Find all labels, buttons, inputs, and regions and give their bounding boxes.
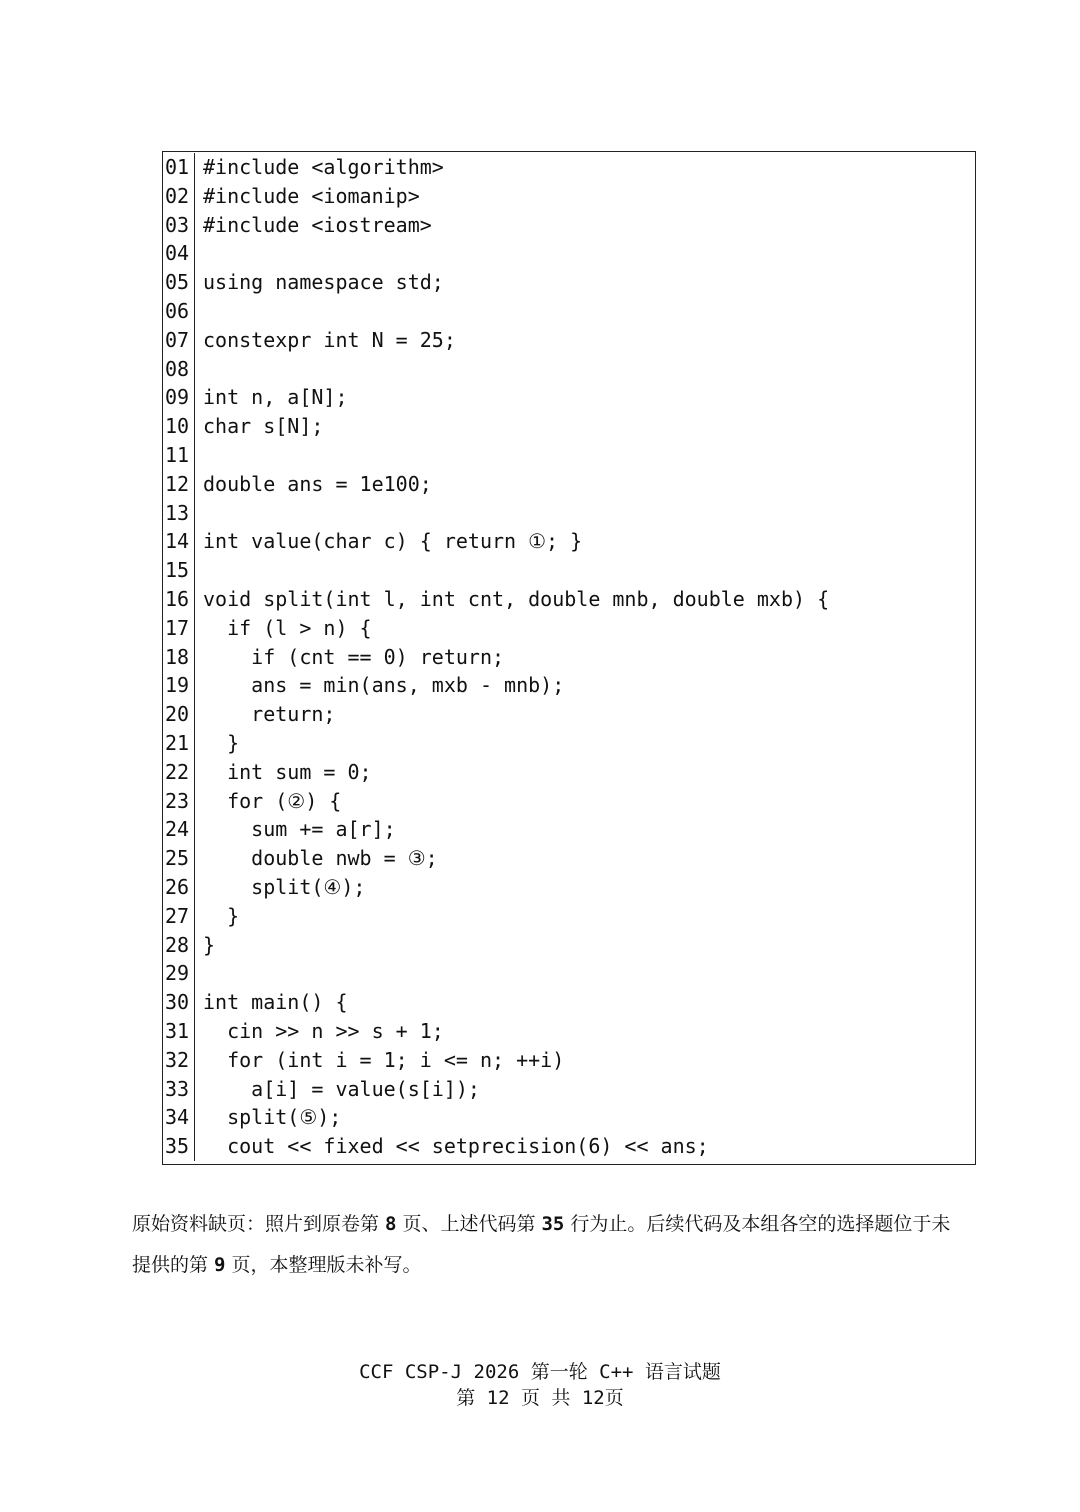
code-line [163,355,975,384]
line-number: 07 [163,326,195,355]
code-line [163,787,975,816]
code-text [195,499,976,528]
line-number: 02 [163,182,195,211]
code-text: #include <iomanip> [203,183,420,208]
line-number: 34 [163,1103,195,1132]
code-line [163,239,975,268]
code-line [163,470,975,499]
line-number: 29 [163,959,195,988]
code-text: a[i] = value(s[i]); [203,1076,480,1101]
note-text-3: 行为止。后续代码及本组各空的选择题位于未提供的第 [132,1213,951,1276]
code-text: int n, a[N]; [203,385,348,410]
code-text: cin >> n >> s + 1; [203,1018,444,1043]
footer-page-number: 第 12 页 共 12页 [456,1387,624,1409]
code-text: cout << fixed << setprecision(6) << ans; [203,1134,709,1159]
line-number: 01 [163,153,195,182]
code-line [163,643,975,672]
note-missing-page-number: 9 [214,1254,226,1276]
line-number: 20 [163,700,195,729]
note-text-1: 原始资料缺页：照片到原卷第 [132,1213,380,1235]
line-number: 16 [163,585,195,614]
code-text: int sum = 0; [203,759,372,784]
code-text [195,556,976,585]
line-number: 32 [163,1046,195,1075]
code-text [195,239,976,268]
code-text [195,959,976,988]
line-number: 21 [163,729,195,758]
code-text: int value(char c) { return ①; } [203,529,583,554]
code-text: if (l > n) { [203,615,372,640]
line-number: 30 [163,988,195,1017]
code-text: return; [203,702,336,727]
line-number: 33 [163,1075,195,1104]
line-number: 03 [163,211,195,240]
line-number: 25 [163,844,195,873]
line-number: 15 [163,556,195,585]
line-number: 18 [163,643,195,672]
code-text: using namespace std; [203,270,444,295]
code-text: split(⑤); [203,1105,342,1130]
line-number: 23 [163,787,195,816]
code-line [163,988,975,1017]
code-line [163,729,975,758]
code-line [163,844,975,873]
code-line [163,585,975,614]
line-number: 28 [163,931,195,960]
line-number: 31 [163,1017,195,1046]
code-line [163,1103,975,1132]
line-number: 12 [163,470,195,499]
code-line [163,182,975,211]
code-line [163,700,975,729]
code-text: for (②) { [203,788,342,813]
code-text: } [203,730,240,755]
line-number: 10 [163,412,195,441]
line-number: 13 [163,499,195,528]
code-line [163,153,975,182]
code-line [163,441,975,470]
line-number: 14 [163,527,195,556]
code-line [163,268,975,297]
note-text-4: 页，本整理版未补写。 [231,1254,422,1276]
code-text: double ans = 1e100; [203,471,432,496]
code-line [163,931,975,960]
code-line [163,556,975,585]
code-line [163,211,975,240]
code-text [195,355,976,384]
code-text: void split(int l, int cnt, double mnb, double mxb) { [203,586,830,611]
code-line [163,383,975,412]
code-line [163,499,975,528]
code-line [163,297,975,326]
code-line [163,873,975,902]
footer-exam-title: CCF CSP-J 2026 第一轮 C++ 语言试题 [359,1361,721,1383]
line-number: 11 [163,441,195,470]
code-text: constexpr int N = 25; [203,327,456,352]
code-text: #include <algorithm> [203,155,444,179]
code-line [163,1017,975,1046]
code-body [163,153,975,1161]
code-line [163,1075,975,1104]
line-number: 19 [163,671,195,700]
line-number: 04 [163,239,195,268]
code-text: } [203,932,216,957]
note-line-number: 35 [541,1213,565,1235]
code-text: char s[N]; [203,414,324,439]
code-line [163,758,975,787]
code-text: } [203,903,240,928]
code-line [163,815,975,844]
code-line [163,1046,975,1075]
code-text: #include <iostream> [203,212,432,237]
code-line [163,959,975,988]
line-number: 05 [163,268,195,297]
line-number: 22 [163,758,195,787]
code-text: double nwb = ③; [203,846,438,871]
line-number: 17 [163,614,195,643]
code-text: if (cnt == 0) return; [203,644,505,669]
code-line [163,326,975,355]
note-text-2: 页、上述代码第 [402,1213,536,1235]
code-text: ans = min(ans, mxb - mnb); [203,673,565,698]
code-text: for (int i = 1; i <= n; ++i) [203,1047,565,1072]
code-text: int main() { [203,990,348,1015]
code-line [163,1132,975,1161]
code-text: split(④); [203,874,366,899]
code-line [163,412,975,441]
line-number: 06 [163,297,195,326]
code-listing [162,151,976,1165]
code-line [163,614,975,643]
line-number: 27 [163,902,195,931]
code-line [163,671,975,700]
line-number: 24 [163,815,195,844]
line-number: 09 [163,383,195,412]
line-number: 08 [163,355,195,384]
code-table [163,153,975,1161]
missing-page-note [132,1204,962,1286]
note-page-number: 8 [385,1213,397,1235]
code-text [195,297,976,326]
line-number: 26 [163,873,195,902]
line-number: 35 [163,1132,195,1161]
code-text [195,441,976,470]
code-line [163,902,975,931]
code-text: sum += a[r]; [203,817,396,842]
code-line [163,527,975,556]
